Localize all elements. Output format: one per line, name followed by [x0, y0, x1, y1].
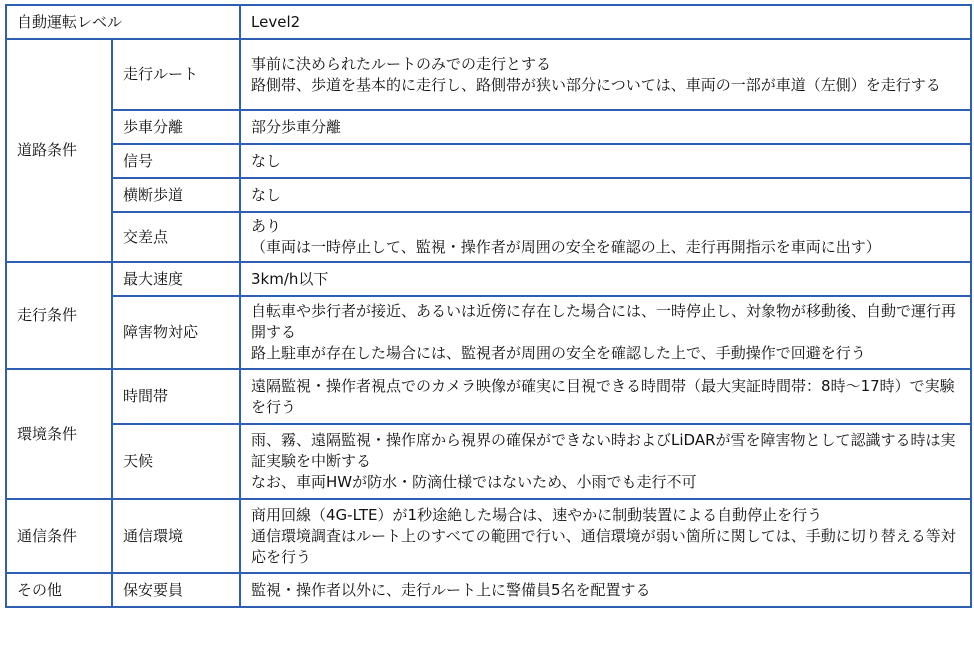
item-cell: 天候 [112, 424, 240, 499]
description-cell: 遠隔監視・操作者視点でのカメラ映像が確実に目視できる時間帯（最大実証時間帯：8時～17時）で実験を行う [240, 369, 971, 424]
table-row [6, 573, 971, 607]
level-label: 自動運転レベル [6, 5, 240, 39]
description-cell: 部分歩車分離 [240, 110, 971, 144]
item-cell: 横断歩道 [112, 178, 240, 212]
category-cell: 道路条件 [6, 39, 112, 262]
item-cell: 時間帯 [112, 369, 240, 424]
item-cell: 信号 [112, 144, 240, 178]
table-row [6, 39, 971, 110]
level-value: Level2 [240, 5, 971, 39]
table-row [6, 369, 971, 424]
item-cell: 障害物対応 [112, 296, 240, 369]
description-cell: あり （車両は一時停止して、監視・操作者が周囲の安全を確認の上、走行再開指示を車両に出す） [240, 212, 971, 262]
table-row [6, 110, 971, 144]
category-cell: 走行条件 [6, 262, 112, 369]
table-row [6, 212, 971, 262]
description-cell: 3km/h以下 [240, 262, 971, 296]
table-row [6, 499, 971, 573]
category-cell: その他 [6, 573, 112, 607]
table-row [6, 296, 971, 369]
item-cell: 交差点 [112, 212, 240, 262]
item-cell: 走行ルート [112, 39, 240, 110]
description-cell: なし [240, 178, 971, 212]
table-row [6, 5, 971, 39]
description-cell: なし [240, 144, 971, 178]
table-row [6, 178, 971, 212]
description-cell: 雨、霧、遠隔監視・操作席から視界の確保ができない時およびLiDARが雪を障害物として認識する時は実証実験を中断する なお、車両HWが防水・防滴仕様ではないため、小雨でも走行不可 [240, 424, 971, 499]
table-row [6, 144, 971, 178]
category-cell: 環境条件 [6, 369, 112, 499]
table-row [6, 262, 971, 296]
item-cell: 歩車分離 [112, 110, 240, 144]
table-row [6, 424, 971, 499]
item-cell: 通信環境 [112, 499, 240, 573]
description-cell: 事前に決められたルートのみでの走行とする 路側帯、歩道を基本的に走行し、路側帯が狭い部分については、車両の一部が車道（左側）を走行する [240, 39, 971, 110]
item-cell: 保安要員 [112, 573, 240, 607]
description-cell: 自転車や歩行者が接近、あるいは近傍に存在した場合には、一時停止し、対象物が移動後、自動で運行再開する 路上駐車が存在した場合には、監視者が周囲の安全を確認した上で、手動操作で回避を行う [240, 296, 971, 369]
description-cell: 監視・操作者以外に、走行ルート上に警備員5名を配置する [240, 573, 971, 607]
description-cell: 商用回線（4G-LTE）が1秒途絶した場合は、速やかに制動装置による自動停止を行う 通信環境調査はルート上のすべての範囲で行い、通信環境が弱い箇所に関しては、手動に切り替える等対応を行う [240, 499, 971, 573]
item-cell: 最大速度 [112, 262, 240, 296]
autonomous-driving-conditions-table [5, 4, 972, 608]
category-cell: 通信条件 [6, 499, 112, 573]
